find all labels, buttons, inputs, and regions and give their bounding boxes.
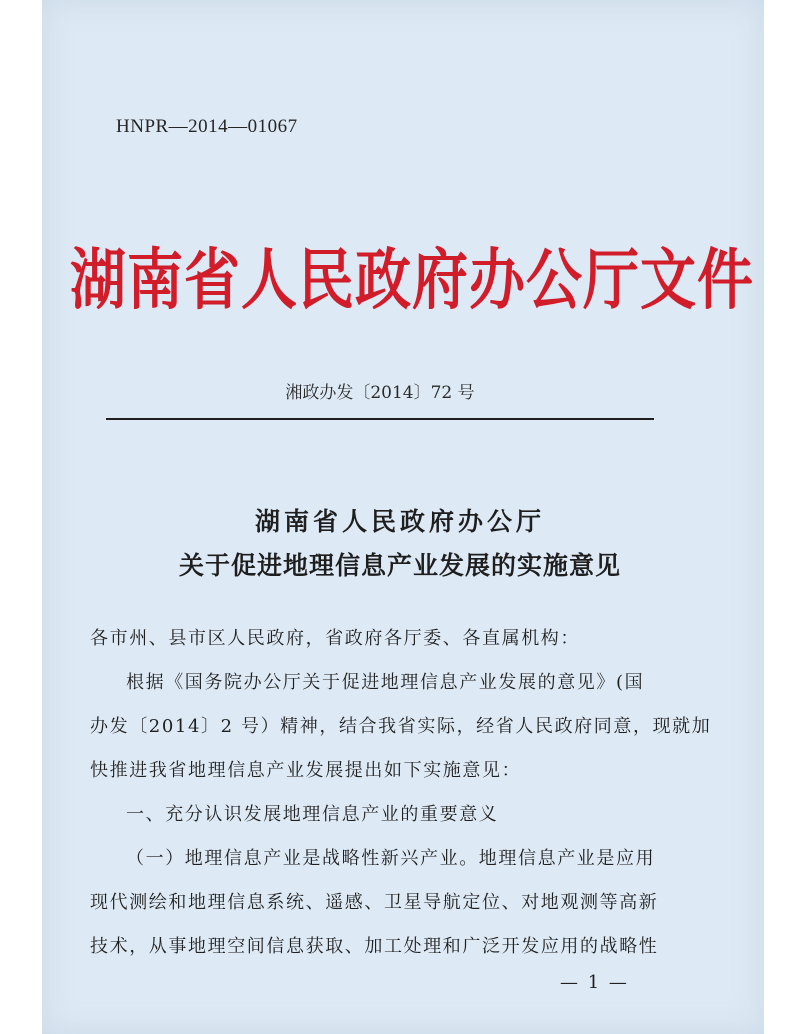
document-title-line-1: 湖南省人民政府办公厅 xyxy=(254,507,545,536)
page-margin xyxy=(764,0,800,1034)
document-code: HNPR—2014—01067 xyxy=(116,116,298,137)
page-number: — 1 — xyxy=(560,972,629,993)
body-line: 技术，从事地理空间信息获取、加工处理和广泛开发应用的战略性 xyxy=(90,936,659,957)
document-title-line-2: 关于促进地理信息产业发展的实施意见 xyxy=(178,551,621,580)
header-rule xyxy=(106,418,654,420)
body-line: 办发〔2014〕2 号）精神，结合我省实际，经省人民政府同意，现就加 xyxy=(90,716,712,737)
document-number: 湘政办发〔2014〕72 号 xyxy=(285,383,475,403)
body-line: 快推进我省地理信息产业发展提出如下实施意见： xyxy=(90,760,522,781)
body-line: 现代测绘和地理信息系统、遥感、卫星导航定位、对地观测等高新 xyxy=(90,892,659,913)
document-header: 湖南省人民政府办公厅文件 xyxy=(70,242,754,319)
body-line-addressee: 各市州、县市区人民政府，省政府各厅委、各直属机构： xyxy=(90,628,580,649)
body-line: （一）地理信息产业是战略性新兴产业。地理信息产业是应用 xyxy=(126,848,656,869)
section-heading: 一、充分认识发展地理信息产业的重要意义 xyxy=(126,804,499,825)
body-line: 根据《国务院办公厅关于促进地理信息产业发展的意见》(国 xyxy=(126,672,645,693)
